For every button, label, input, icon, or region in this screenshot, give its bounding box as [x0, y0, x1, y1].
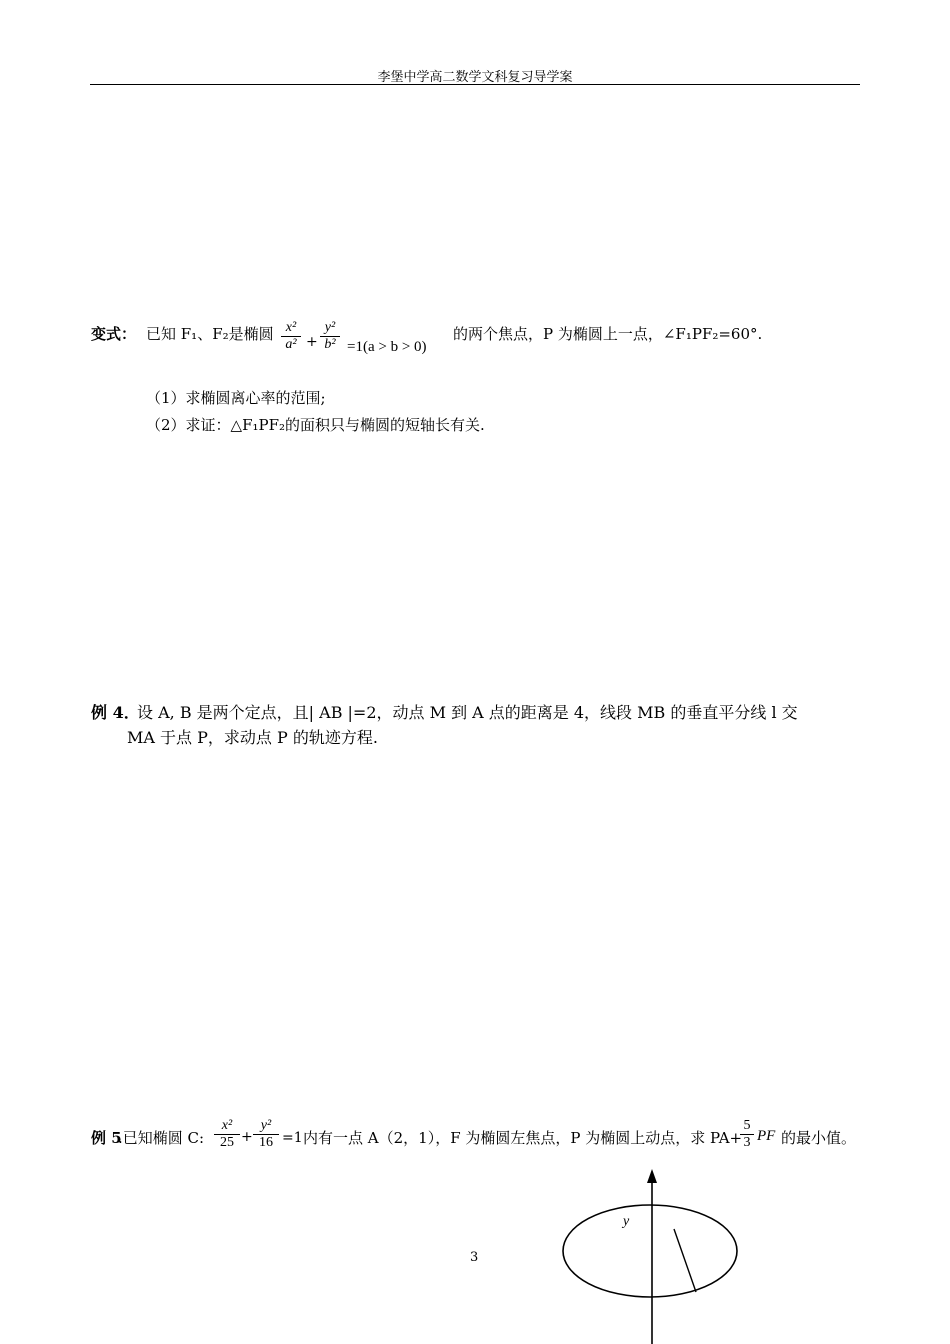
variant-equation-tail: =1(a > b > 0): [347, 339, 427, 355]
example5-pf: PF: [757, 1128, 776, 1144]
example5-frac2-denominator: 16: [259, 1135, 273, 1150]
variant-rest: 的两个焦点，P 为椭圆上一点，∠F₁PF₂=60°.: [453, 325, 763, 343]
example5-frac3-denominator: 3: [743, 1135, 751, 1150]
variant-frac2-numerator: y²: [324, 320, 336, 335]
variant-frac1-denominator: a²: [285, 337, 297, 352]
example4-label: 例 4．: [91, 703, 140, 722]
ellipse-figure: [550, 1165, 750, 1344]
example5-tail: 的最小值。: [781, 1129, 857, 1147]
example5-plus: +: [241, 1129, 253, 1145]
y-axis-label: y: [623, 1214, 630, 1229]
example5-frac1-denominator: 25: [220, 1135, 234, 1150]
header-divider: [90, 84, 860, 85]
example5-equals: =1: [282, 1130, 303, 1146]
variant-item-2: （2）求证：△F₁PF₂的面积只与椭圆的短轴长有关.: [146, 416, 485, 434]
variant-plus: +: [306, 334, 318, 350]
example5-label: 例 5: [91, 1129, 122, 1147]
example5-fraction-y: [253, 1118, 279, 1151]
ellipse-curve: [563, 1205, 737, 1297]
variant-fraction-y: [320, 320, 340, 353]
segment-line: [674, 1229, 696, 1292]
example5-middle: 内有一点 A（2，1），F 为椭圆左焦点，P 为椭圆上动点，求 PA+: [303, 1129, 743, 1147]
example5-prefix: .已知椭圆 C:: [118, 1129, 205, 1147]
variant-label: 变式：: [91, 325, 137, 343]
example5-fraction-x: [214, 1118, 240, 1151]
variant-item-1: （1）求椭圆离心率的范围;: [146, 389, 326, 407]
example5-frac2-numerator: y²: [260, 1118, 272, 1133]
y-axis-arrowhead: [647, 1169, 657, 1183]
example5-fraction-5-3: [740, 1118, 754, 1151]
page-header: 李堡中学高二数学文科复习导学案: [377, 70, 573, 85]
variant-frac2-denominator: b²: [324, 337, 336, 352]
page-number: 3: [470, 1250, 479, 1265]
example4-line1: 设 A, B 是两个定点，且| AB |=2，动点 M 到 A 点的距离是 4，线段 MB 的垂直平分线 l 交: [137, 703, 798, 722]
variant-fraction-x: [281, 320, 301, 353]
example5-frac1-numerator: x²: [221, 1118, 233, 1133]
variant-intro: 已知 F₁、F₂是椭圆: [146, 325, 274, 343]
example4-line2: MA 于点 P，求动点 P 的轨迹方程.: [127, 728, 378, 747]
variant-frac1-numerator: x²: [285, 320, 297, 335]
example5-frac3-numerator: 5: [743, 1118, 751, 1133]
